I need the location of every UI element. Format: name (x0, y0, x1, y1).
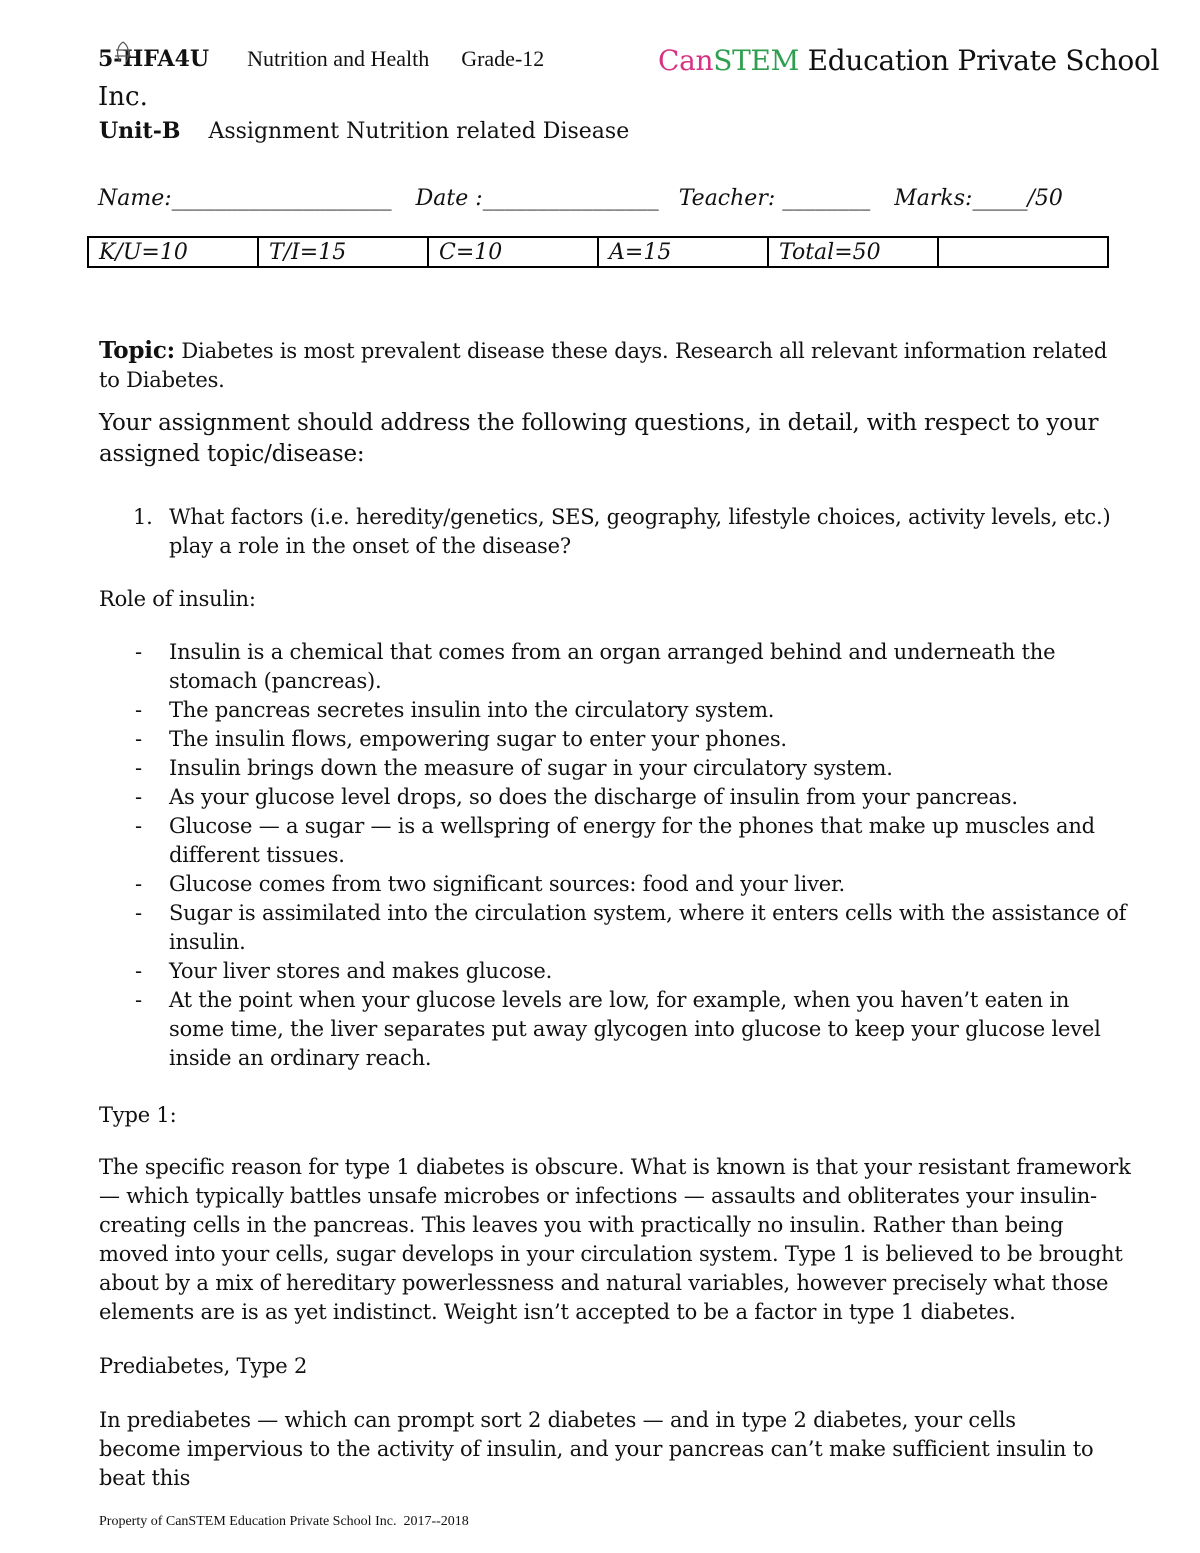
insulin-list (99, 638, 1129, 1073)
topic-text: Diabetes is most prevalent disease these days. Research all relevant information related to Diabetes. (99, 339, 1108, 392)
unit-line (99, 118, 629, 144)
course-name: Nutrition and Health (247, 46, 430, 71)
school-name-rest: Education Private School (799, 44, 1160, 77)
type1-paragraph: The specific reason for type 1 diabetes is obscure. What is known is that your resistant framework — which typically battles unsafe microbes or infections — assaults and obliterates your insulin-creating cells in the pancreas. This leaves you with practically no insulin. Rather than being moved into your cells, sugar develops in your circulation system. Type 1 is believed to be brought about by a mix of hereditary powerlessness and natural variables, however precisely what those elements are is as yet indistinct. Weight isn’t accepted to be a factor in type 1 diabetes. (99, 1155, 1131, 1324)
school-name (658, 44, 1159, 77)
student-fields (98, 186, 1063, 211)
list-item: - Glucose — a sugar — is a wellspring of energy for the phones that make up muscles and different tissues. (135, 814, 1095, 867)
list-item: - Glucose comes from two significant sources: food and your liver. (135, 872, 845, 896)
school-logo-icon (112, 40, 134, 66)
question-number: 1. (133, 505, 153, 529)
teacher-field[interactable]: Teacher: ________ (678, 186, 871, 211)
brand-can: Can (658, 44, 714, 77)
course-code: 5-HFA4U (98, 46, 210, 72)
type1-heading: Type 1: (99, 1103, 177, 1127)
marks-field[interactable]: Marks:_____/50 (894, 186, 1063, 211)
marks-table (87, 236, 1109, 268)
topic-label: Topic: (99, 337, 175, 364)
unit-label: Unit-B (99, 118, 181, 144)
name-field[interactable]: Name:____________________ (98, 186, 392, 211)
question-item (99, 503, 1149, 561)
type2-paragraph: In prediabetes — which can prompt sort 2 diabetes — and in type 2 diabetes, your cells become impervious to the activity of insulin, and your pancreas can’t make sufficient insulin to beat this (99, 1408, 1094, 1490)
marks-ku: K/U=10 (88, 237, 258, 267)
assignment-intro: Your assignment should address the following questions, in detail, with respect to your assigned topic/disease: (99, 410, 1099, 467)
grade-label: Grade-12 (461, 46, 545, 71)
marks-a: A=15 (598, 237, 768, 267)
brand-stem: STEM (713, 44, 800, 77)
insulin-heading: Role of insulin: (99, 587, 256, 611)
marks-row (88, 237, 1108, 267)
list-item: - Your liver stores and makes glucose. (135, 959, 553, 983)
marks-ti: T/I=15 (258, 237, 428, 267)
list-item: - Insulin is a chemical that comes from an organ arranged behind and underneath the stomach (pancreas). (135, 640, 1056, 693)
school-inc: Inc. (98, 82, 148, 112)
marks-score-cell[interactable] (938, 237, 1108, 267)
unit-title: Assignment Nutrition related Disease (208, 119, 630, 144)
topic-paragraph (99, 336, 1109, 395)
list-item: - At the point when your glucose levels are low, for example, when you haven’t eaten in some time, the liver separates put away glycogen into glucose to keep your glucose level inside an ordinary reach. (135, 988, 1101, 1070)
course-header (98, 46, 544, 72)
list-item: - The insulin flows, empowering sugar to enter your phones. (135, 727, 787, 751)
question-list (99, 503, 1149, 561)
type2-heading: Prediabetes, Type 2 (99, 1354, 308, 1378)
marks-total: Total=50 (768, 237, 938, 267)
list-item: - Insulin brings down the measure of sugar in your circulatory system. (135, 756, 893, 780)
question-text: What factors (i.e. heredity/genetics, SES, geography, lifestyle choices, activity levels, etc.) play a role in the onset of the disease? (169, 505, 1111, 558)
date-field[interactable]: Date :________________ (415, 186, 659, 211)
list-item: - The pancreas secretes insulin into the circulatory system. (135, 698, 775, 722)
list-item: - Sugar is assimilated into the circulation system, where it enters cells with the assistance of insulin. (135, 901, 1127, 954)
marks-c: C=10 (428, 237, 598, 267)
list-item: - As your glucose level drops, so does the discharge of insulin from your pancreas. (135, 785, 1018, 809)
page-footer: Property of CanSTEM Education Private School Inc. 2017--2018 (99, 1514, 469, 1529)
